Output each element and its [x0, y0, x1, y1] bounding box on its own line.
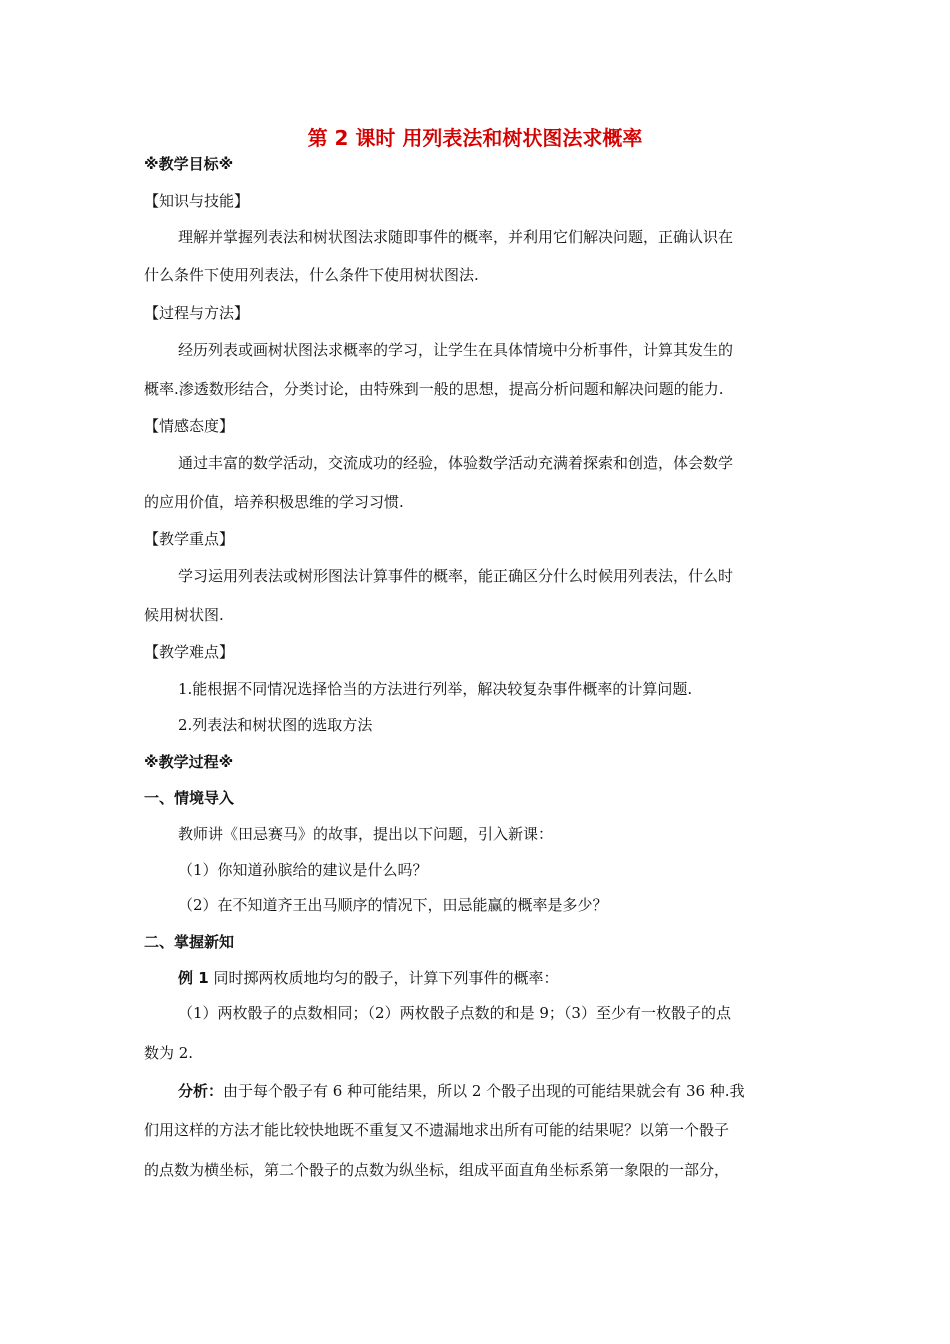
difficulty-heading: 【教学难点】 [144, 643, 235, 661]
analysis-line-1 [178, 1080, 745, 1101]
knowledge-heading: 【知识与技能】 [144, 192, 250, 210]
objectives-heading: ※教学目标※ [144, 155, 234, 173]
process-method-heading: 【过程与方法】 [144, 304, 250, 322]
example-parts-line-2: 数为 2. [144, 1044, 194, 1062]
analysis-line-3: 的点数为横坐标，第二个骰子的点数为纵坐标，组成平面直角坐标系第一象限的一部分， [144, 1161, 730, 1179]
section-1-question-1: （1）你知道孙膑给的建议是什么吗？ [178, 861, 428, 879]
section-2-heading: 二、掌握新知 [144, 933, 235, 951]
section-1-text: 教师讲《田忌赛马》的故事，提出以下问题，引入新课： [178, 825, 554, 843]
example-text: 同时掷两枚质地均匀的骰子，计算下列事件的概率： [208, 969, 559, 987]
emotion-text-line-1: 通过丰富的数学活动，交流成功的经验，体验数学活动充满着探索和创造，体会数学 [178, 454, 734, 472]
analysis-text-1: 由于每个骰子有 6 种可能结果，所以 2 个骰子出现的可能结果就会有 36 种.我 [223, 1082, 745, 1100]
teaching-process-heading: ※教学过程※ [144, 753, 234, 771]
difficulty-item-1: 1.能根据不同情况选择恰当的方法进行列举，解决较复杂事件概率的计算问题. [178, 680, 693, 698]
section-1-heading: 一、情境导入 [144, 789, 235, 807]
page-title: 第 2 课时 用列表法和树状图法求概率 [307, 126, 643, 150]
example-label: 例 1 [178, 969, 209, 987]
emotion-heading: 【情感态度】 [144, 417, 235, 435]
emotion-text-line-2: 的应用价值，培养积极思维的学习习惯. [144, 493, 404, 511]
example-1-line [178, 967, 558, 988]
process-text-line-1: 经历列表或画树状图法求概率的学习，让学生在具体情境中分析事件，计算其发生的 [178, 341, 734, 359]
section-1-question-2: （2）在不知道齐王出马顺序的情况下，田忌能赢的概率是多少？ [178, 896, 608, 914]
key-point-text-line-2: 候用树状图. [144, 606, 224, 624]
process-text-line-2: 概率.渗透数形结合，分类讨论，由特殊到一般的思想，提高分析问题和解决问题的能力. [144, 380, 724, 398]
knowledge-text-line-1: 理解并掌握列表法和树状图法求随即事件的概率，并利用它们解决问题，正确认识在 [178, 228, 734, 246]
analysis-label: 分析： [178, 1082, 224, 1100]
difficulty-item-2: 2.列表法和树状图的选取方法 [178, 716, 373, 734]
example-parts-line-1: （1）两枚骰子的点数相同；（2）两枚骰子点数的和是 9；（3）至少有一枚骰子的点 [178, 1004, 731, 1022]
key-point-text-line-1: 学习运用列表法或树形图法计算事件的概率，能正确区分什么时候用列表法，什么时 [178, 567, 734, 585]
analysis-line-2: 们用这样的方法才能比较快地既不重复又不遗漏地求出所有可能的结果呢？以第一个骰子 [144, 1121, 730, 1139]
key-point-heading: 【教学重点】 [144, 530, 235, 548]
knowledge-text-line-2: 什么条件下使用列表法，什么条件下使用树状图法. [144, 266, 479, 284]
